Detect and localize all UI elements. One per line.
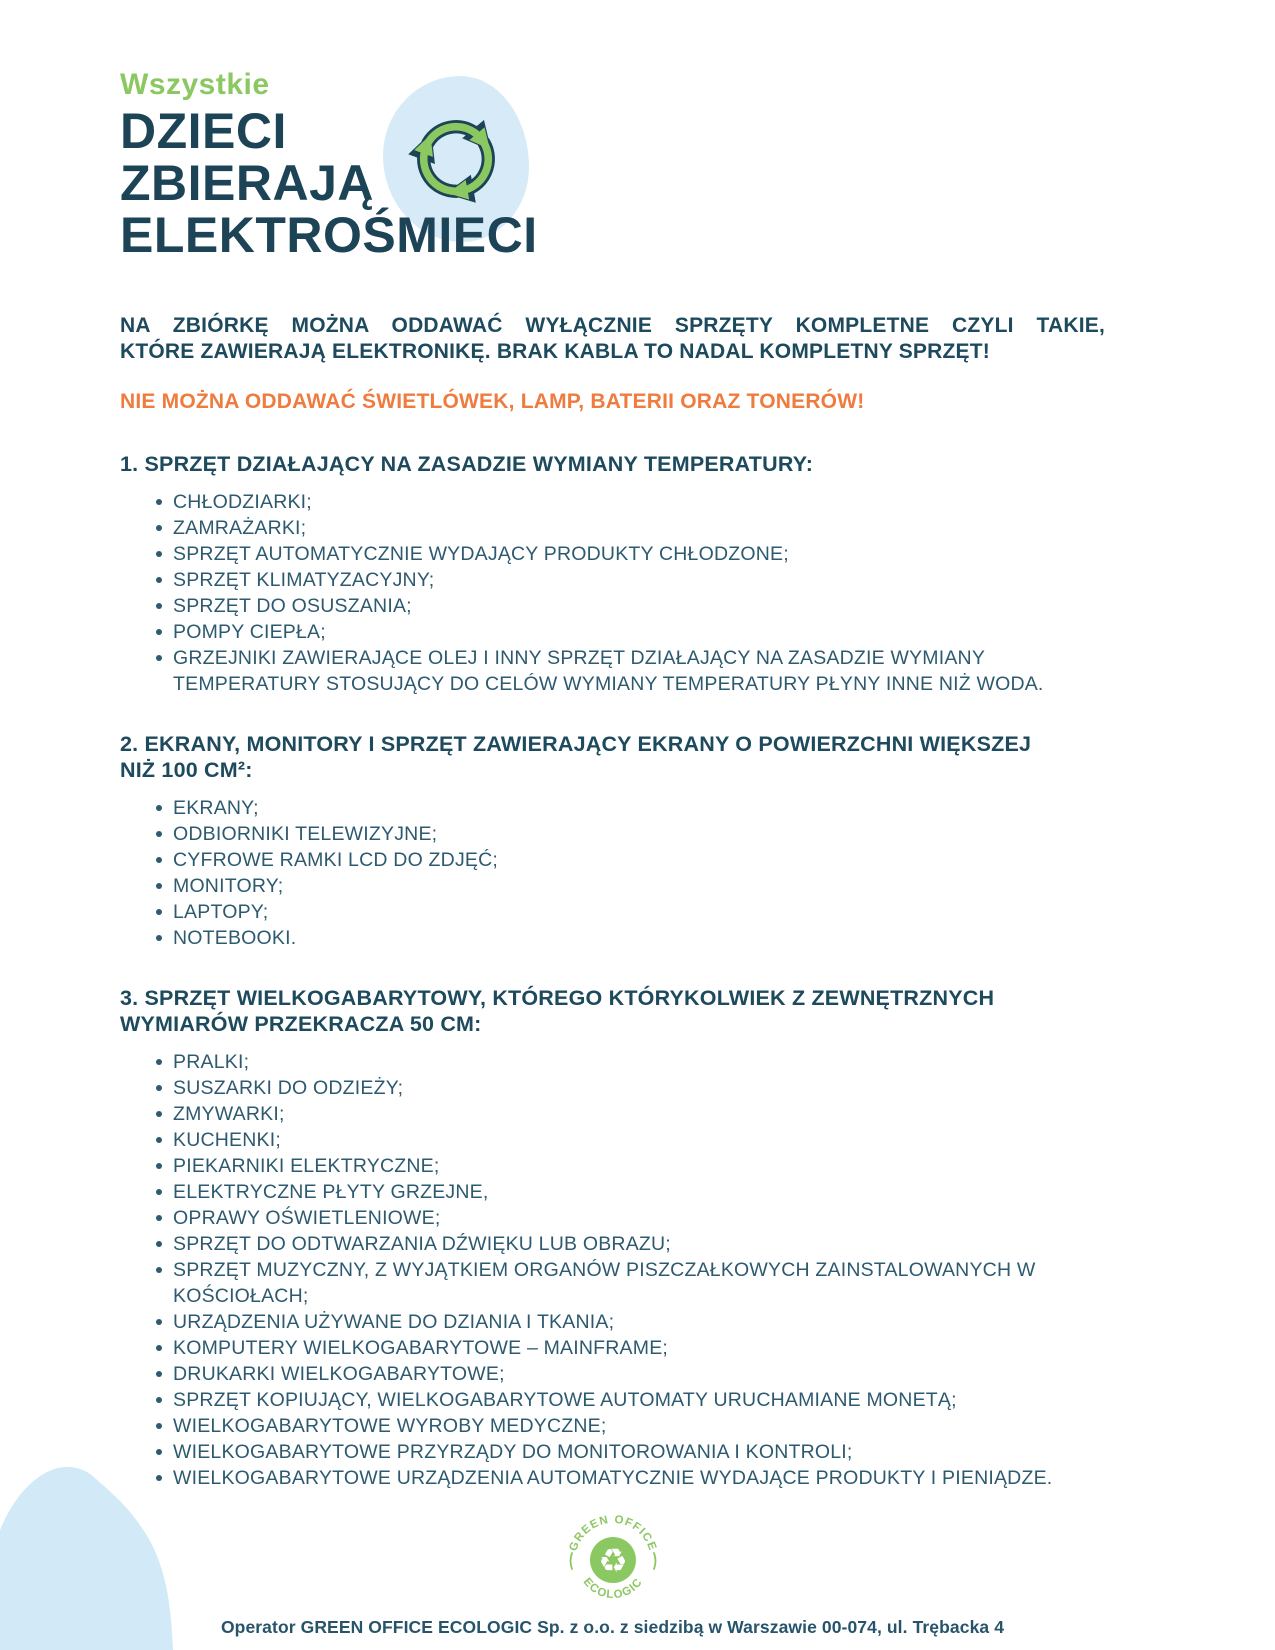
list-item: SPRZĘT KOPIUJĄCY, WIELKOGABARYTOWE AUTOMATY URUCHAMIANE MONETĄ; (153, 1387, 1105, 1413)
intro-line: NA ZBIÓRKĘ MOŻNA ODDAWAĆ WYŁĄCZNIE SPRZĘTY KOMPLETNE CZYLI TAKIE, (120, 314, 1105, 337)
list-item: MONITORY; (153, 873, 1105, 899)
section-heading-line: NIŻ 100 CM²: (120, 758, 253, 782)
list-item: GRZEJNIKI ZAWIERAJĄCE OLEJ I INNY SPRZĘT DZIAŁAJĄCY NA ZASADZIE WYMIANY TEMPERATURY STOSUJĄCY DO CELÓW WYMIANY TEMPERATURY PŁYNY INNE NIŻ WODA. (153, 645, 1105, 697)
section-heading (120, 731, 1105, 783)
badge-left-tick (570, 1553, 572, 1569)
list-item: LAPTOPY; (153, 899, 1105, 925)
list-item: NOTEBOOKI. (153, 925, 1105, 951)
badge-right-tick (654, 1553, 656, 1569)
list-item: SPRZĘT MUZYCZNY, Z WYJĄTKIEM ORGANÓW PISZCZAŁKOWYCH ZAINSTALOWANYCH W KOŚCIOŁACH; (153, 1257, 1105, 1309)
intro-paragraph (120, 313, 1105, 365)
header-title-line: ZBIERAJĄ (120, 155, 375, 211)
eco-badge (561, 1507, 665, 1611)
warning-text: NIE MOŻNA ODDAWAĆ ŚWIETLÓWEK, LAMP, BATERII ORAZ TONERÓW! (120, 390, 865, 413)
list-item: SUSZARKI DO ODZIEŻY; (153, 1075, 1105, 1101)
list-item: ZMYWARKI; (153, 1101, 1105, 1127)
list-item: SPRZĘT DO OSUSZANIA; (153, 593, 1105, 619)
section-heading-line: 3. SPRZĘT WIELKOGABARYTOWY, KTÓREGO KTÓRYKOLWIEK Z ZEWNĘTRZNYCH (120, 986, 995, 1010)
list-item: WIELKOGABARYTOWE PRZYRZĄDY DO MONITOROWANIA I KONTROLI; (153, 1439, 1105, 1465)
header-pretitle: Wszystkie (120, 68, 270, 101)
list-item: PRALKI; (153, 1049, 1105, 1075)
list-item: DRUKARKI WIELKOGABARYTOWE; (153, 1361, 1105, 1387)
badge-arc-bottom-text: ECOLOGIC (580, 1575, 645, 1602)
list-item: PIEKARNIKI ELEKTRYCZNE; (153, 1153, 1105, 1179)
section-list (120, 489, 1105, 697)
section-heading-line: WYMIARÓW PRZEKRACZA 50 CM: (120, 1012, 482, 1036)
section-heading (120, 985, 1105, 1037)
section-list (120, 1049, 1105, 1491)
header (120, 0, 1105, 261)
list-item: ODBIORNIKI TELEWIZYJNE; (153, 821, 1105, 847)
section-heading (120, 451, 1105, 477)
header-title-line: ELEKTROŚMIECI (120, 207, 538, 263)
section-1 (120, 451, 1105, 697)
operator-line: Operator GREEN OFFICE ECOLOGIC Sp. z o.o. z siedzibą w Warszawie 00-074, ul. Trębacka 4 (220, 1617, 1005, 1637)
list-item: ELEKTRYCZNE PŁYTY GRZEJNE, (153, 1179, 1105, 1205)
intro-line: KTÓRE ZAWIERAJĄ ELEKTRONIKĘ. BRAK KABLA TO NADAL KOMPLETNY SPRZĘT! (120, 340, 990, 363)
list-item: URZĄDZENIA UŻYWANE DO DZIANIA I TKANIA; (153, 1309, 1105, 1335)
list-item: KOMPUTERY WIELKOGABARYTOWE – MAINFRAME; (153, 1335, 1105, 1361)
header-title (120, 105, 1105, 261)
footer (120, 1507, 1105, 1638)
badge-recycle-icon: ♻ (597, 1541, 628, 1580)
list-item: WIELKOGABARYTOWE WYROBY MEDYCZNE; (153, 1413, 1105, 1439)
badge-arc-top-text: GREEN OFFICE (566, 1513, 659, 1553)
section-3 (120, 985, 1105, 1491)
list-item: SPRZĘT DO ODTWARZANIA DŹWIĘKU LUB OBRAZU; (153, 1231, 1105, 1257)
section-heading-line: 2. EKRANY, MONITORY I SPRZĘT ZAWIERAJĄCY EKRANY O POWIERZCHNI WIĘKSZEJ (120, 732, 1032, 756)
list-item: ZAMRAŻARKI; (153, 515, 1105, 541)
section-list (120, 795, 1105, 951)
list-item: SPRZĘT KLIMATYZACYJNY; (153, 567, 1105, 593)
section-heading-line: 1. SPRZĘT DZIAŁAJĄCY NA ZASADZIE WYMIANY TEMPERATURY: (120, 452, 814, 476)
list-item: POMPY CIEPŁA; (153, 619, 1105, 645)
list-item: SPRZĘT AUTOMATYCZNIE WYDAJĄCY PRODUKTY CHŁODZONE; (153, 541, 1105, 567)
list-item: CHŁODZIARKI; (153, 489, 1105, 515)
list-item: WIELKOGABARYTOWE URZĄDZENIA AUTOMATYCZNIE WYDAJĄCE PRODUKTY I PIENIĄDZE. (153, 1465, 1105, 1491)
list-item: KUCHENKI; (153, 1127, 1105, 1153)
list-item: OPRAWY OŚWIETLENIOWE; (153, 1205, 1105, 1231)
list-item: CYFROWE RAMKI LCD DO ZDJĘĆ; (153, 847, 1105, 873)
section-2 (120, 731, 1105, 951)
list-item: EKRANY; (153, 795, 1105, 821)
header-title-line: DZIECI (120, 103, 287, 159)
